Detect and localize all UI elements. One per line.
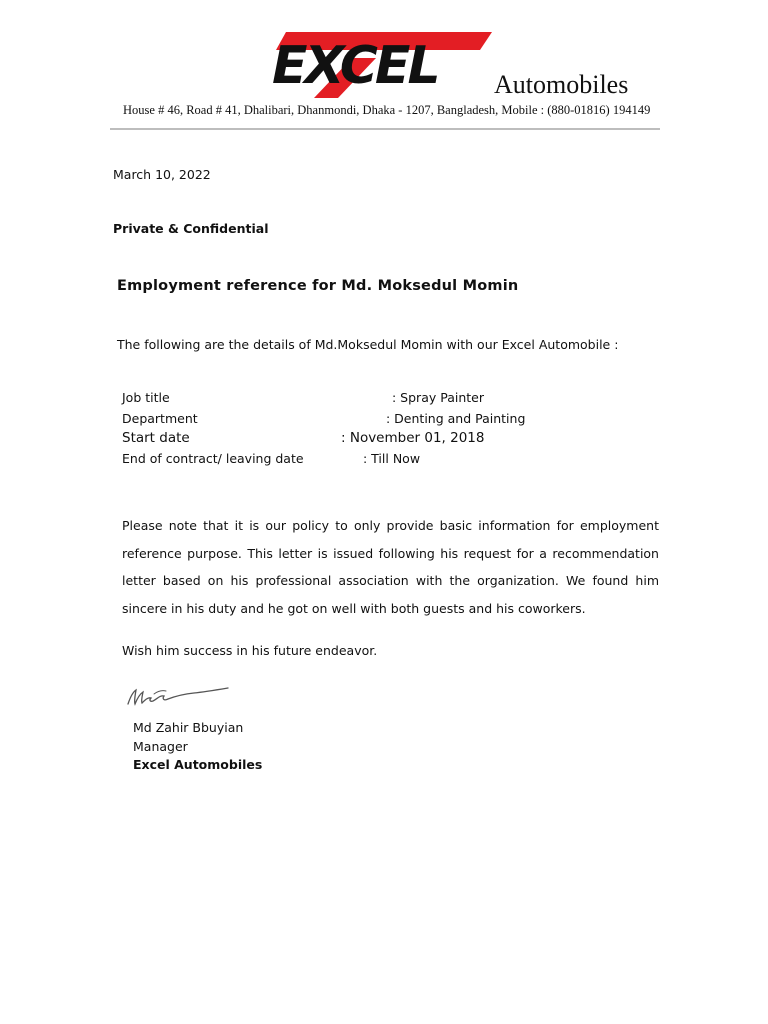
handwritten-signature — [124, 682, 234, 712]
detail-value-department: : Denting and Painting — [386, 411, 526, 426]
letter-date: March 10, 2022 — [113, 167, 211, 182]
detail-label-leaving-date: End of contract/ leaving date — [122, 451, 304, 466]
header-divider — [110, 128, 660, 130]
detail-value-leaving-date: : Till Now — [363, 451, 421, 466]
signer-title: Manager — [133, 739, 188, 754]
detail-label-job-title: Job title — [122, 390, 170, 405]
signer-company: Excel Automobiles — [133, 757, 263, 772]
company-logo — [268, 28, 648, 100]
detail-value-job-title: : Spray Painter — [392, 390, 484, 405]
detail-label-department: Department — [122, 411, 198, 426]
detail-value-start-date: : November 01, 2018 — [341, 430, 485, 446]
logo-wordmark: EXCEL — [272, 36, 438, 96]
letter-body-paragraph: Please note that it is our policy to only provide basic information for employment reference purpose. This letter is issued following his request for a recommendation letter based on his professional association with the organization. We found him sincere in his duty and he got on well with both guests and his coworkers. — [122, 518, 659, 616]
detail-label-start-date: Start date — [122, 430, 190, 446]
letter-intro: The following are the details of Md.Moksedul Momin with our Excel Automobile : — [117, 337, 619, 352]
company-address: House # 46, Road # 41, Dhalibari, Dhanmondi, Dhaka - 1207, Bangladesh, Mobile : (880-01816) 194149 — [123, 103, 651, 117]
logo-subtitle: Automobiles — [494, 70, 629, 99]
letter-subject: Employment reference for Md. Moksedul Momin — [117, 278, 519, 294]
letter-closing: Wish him success in his future endeavor. — [122, 643, 378, 658]
confidential-label: Private & Confidential — [113, 221, 269, 236]
signer-name: Md Zahir Bbuyian — [133, 720, 244, 735]
